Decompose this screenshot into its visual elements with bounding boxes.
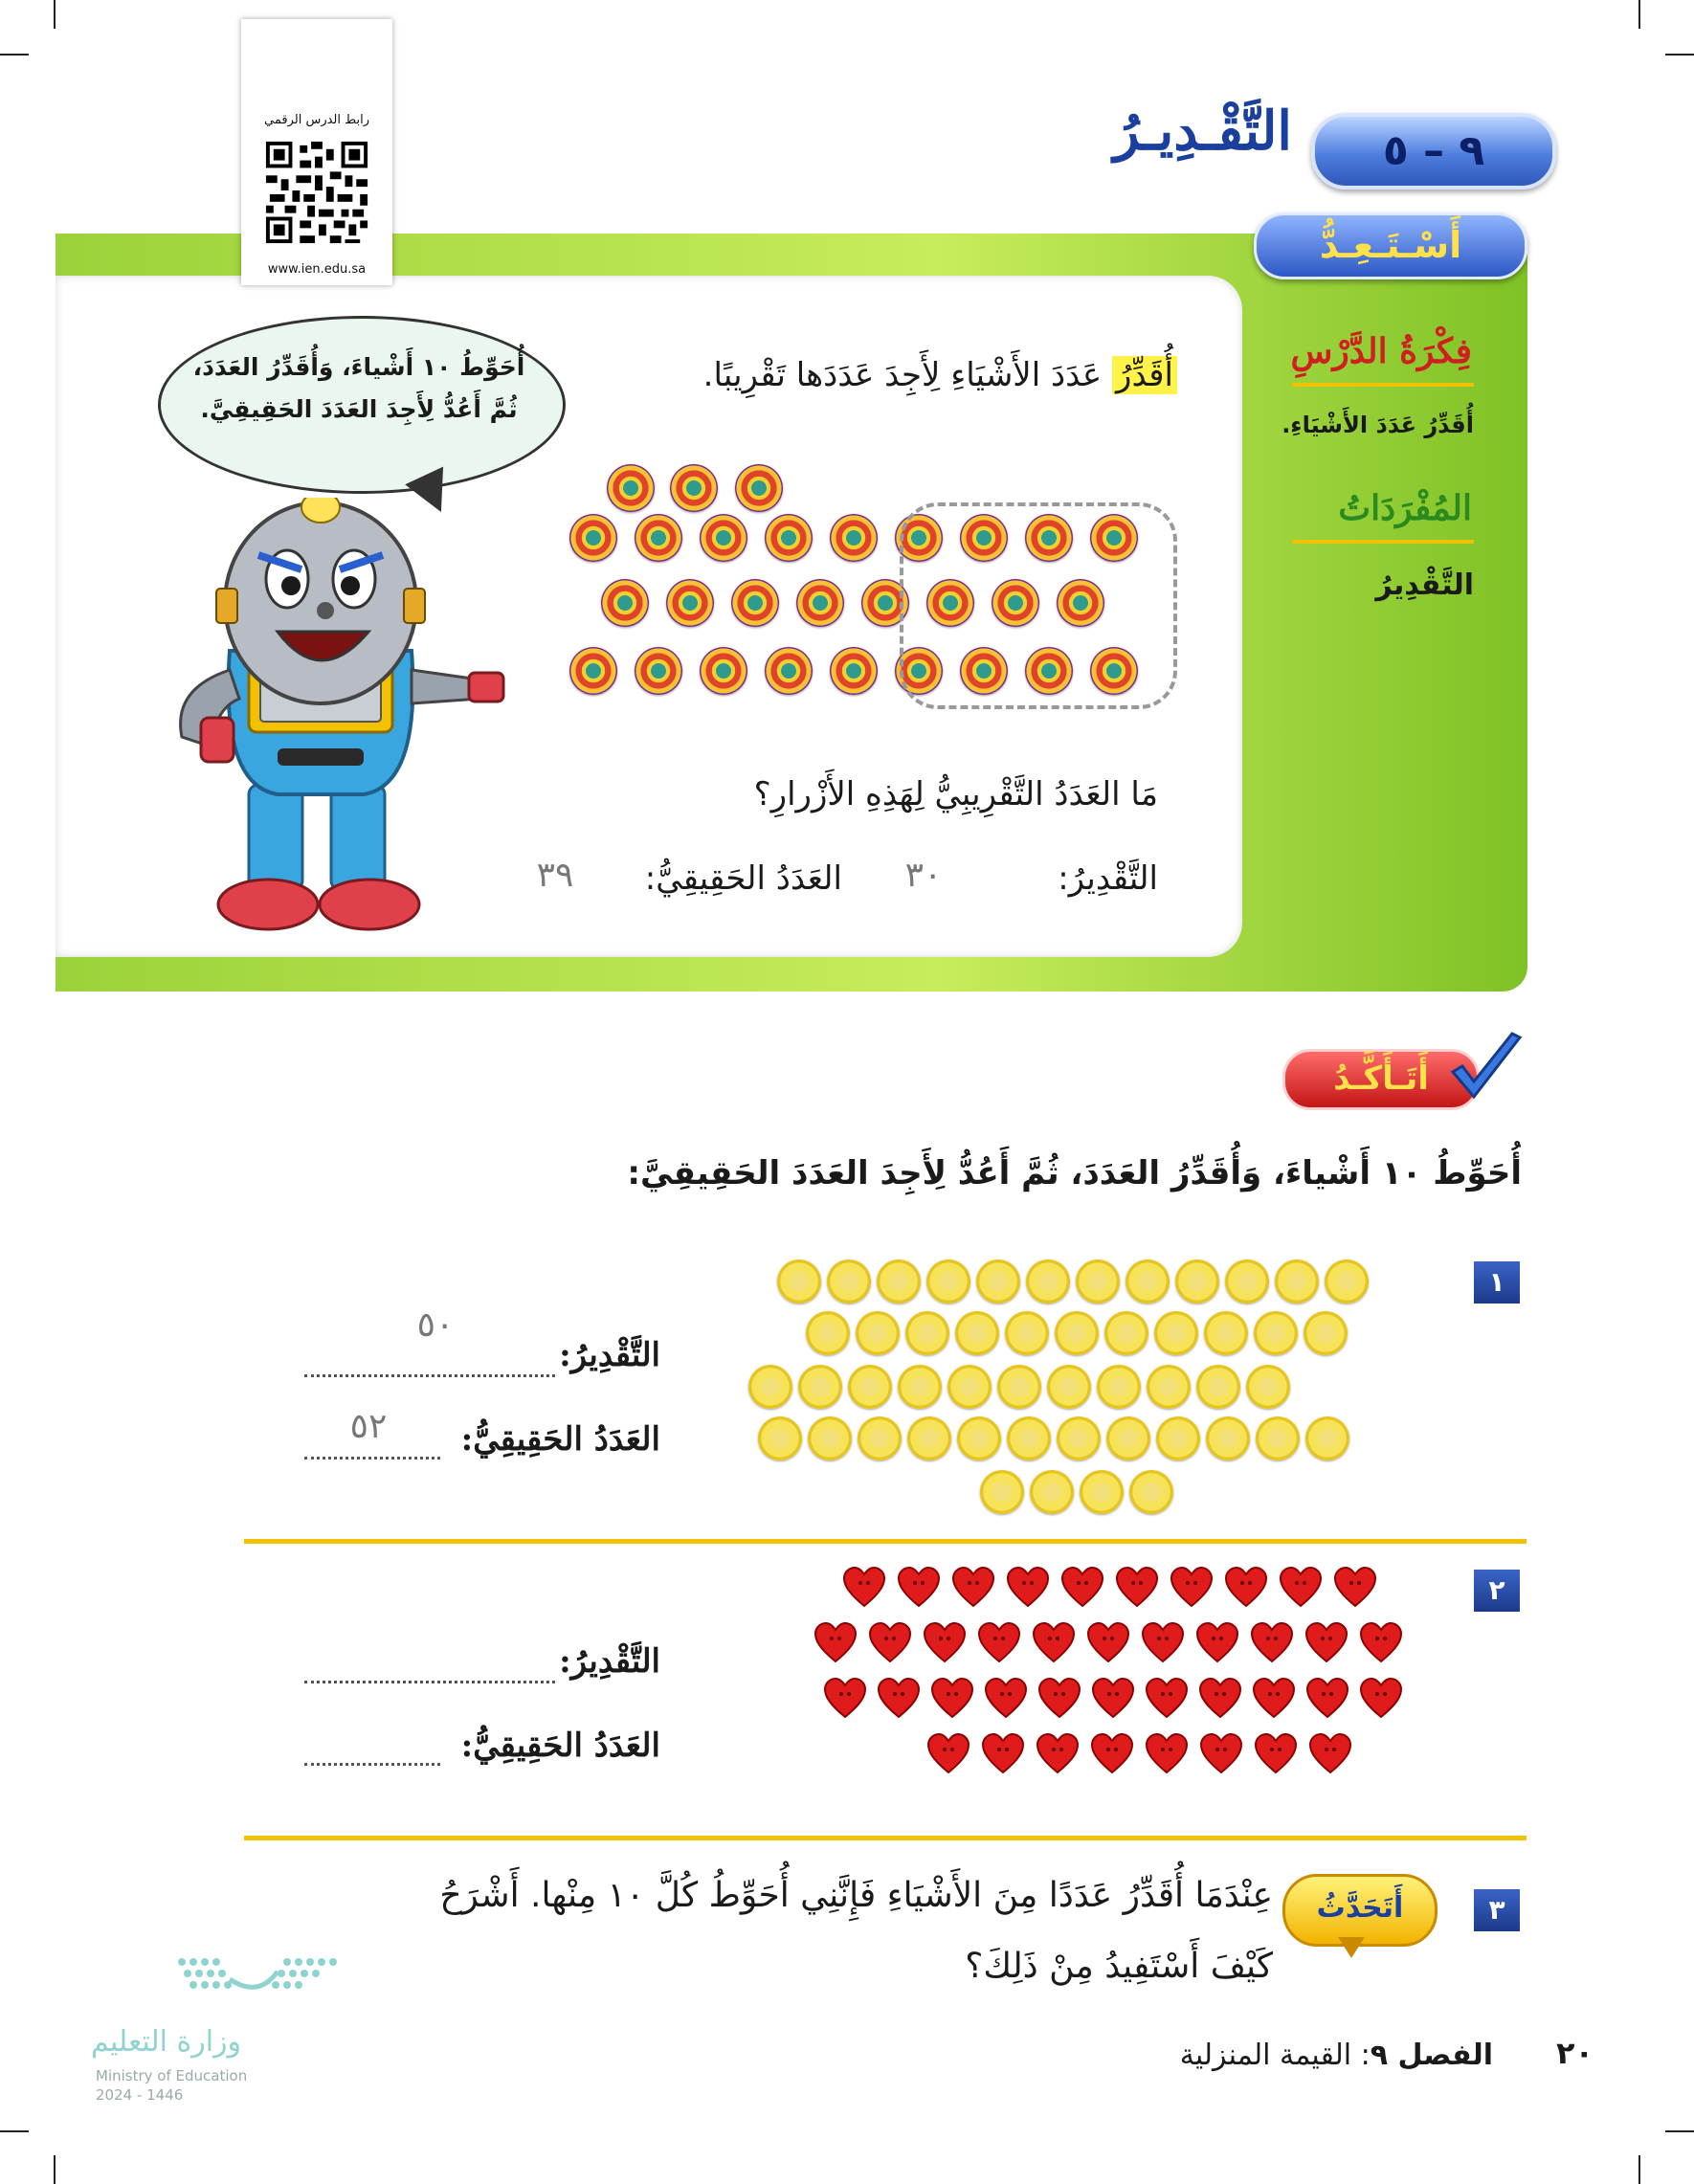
crop-mark <box>0 54 29 56</box>
checkmark-icon <box>1445 1030 1526 1110</box>
yellow-button-icon <box>1204 1311 1248 1355</box>
crop-mark <box>1665 54 1694 56</box>
vocab-underline <box>1292 540 1474 544</box>
intro-estimate-label: التَّقْدِيرُ: <box>1058 859 1158 898</box>
button-icon <box>765 514 813 562</box>
heart-icon <box>923 1621 967 1665</box>
exercise1-actual-label: العَدَدُ الحَقِيقِيُّ: <box>460 1420 660 1459</box>
ministry-name-ar: وزارة التعليم <box>91 2025 242 2059</box>
button-icon <box>700 647 747 695</box>
talk-badge-tail <box>1338 1937 1365 1958</box>
yellow-button-icon <box>1026 1259 1070 1304</box>
button-icon <box>796 579 844 627</box>
yellow-button-icon <box>1129 1470 1173 1514</box>
yellow-button-icon <box>1256 1416 1300 1460</box>
exercise3-line1: عِنْدَمَا أُقَدِّرُ عَدَدًا مِنَ الأَشْيَاءِ فَإِنَّنِي أُحَوِّطُ كُلَّ ١٠ مِنْها. أَشْرَحُ <box>439 1876 1273 1915</box>
check-badge <box>1282 1043 1522 1110</box>
yellow-button-icon <box>1246 1365 1290 1409</box>
yellow-button-icon <box>926 1259 970 1304</box>
qr-url[interactable]: www.ien.edu.sa <box>267 262 367 277</box>
heart-icon <box>1037 1677 1081 1721</box>
yellow-button-icon <box>947 1365 992 1409</box>
lesson-number-badge: ٩ – ٥ <box>1311 113 1556 189</box>
yellow-button-icon <box>1225 1259 1269 1304</box>
yellow-button-icon <box>1206 1416 1250 1460</box>
heart-icon <box>1250 1621 1294 1665</box>
yellow-button-icon <box>898 1365 942 1409</box>
crop-mark <box>54 2155 56 2184</box>
heart-icon <box>977 1621 1021 1665</box>
exercise2-actual-label: العَدَدُ الحَقِيقِيُّ: <box>460 1727 660 1765</box>
yellow-button-icon <box>877 1259 921 1304</box>
yellow-button-icon <box>1005 1311 1049 1355</box>
exercise2-estimate-line[interactable] <box>304 1681 555 1683</box>
qr-card[interactable] <box>241 19 392 285</box>
intro-estimate-value: ٣٠ <box>904 856 943 895</box>
yellow-button-icon <box>798 1365 842 1409</box>
yellow-button-icon <box>806 1311 850 1355</box>
separator <box>244 1539 1527 1544</box>
yellow-button-icon <box>997 1365 1041 1409</box>
intro-actual-value: ٣٩ <box>536 856 574 895</box>
yellow-button-icon <box>856 1311 900 1355</box>
heart-icon <box>1086 1621 1130 1665</box>
heart-icon <box>1036 1732 1080 1776</box>
button-icon <box>700 514 747 562</box>
intro-question: مَا العَدَدُ التَّقْرِيبِيُّ لِهَذِهِ الأَزْرارِ؟ <box>753 775 1158 813</box>
intro-highlight: أُقَدِّرُ <box>1112 356 1177 394</box>
yellow-button-icon <box>1106 1416 1150 1460</box>
heart-icon <box>1170 1566 1214 1610</box>
heart-icon <box>926 1732 970 1776</box>
exercise2-actual-line[interactable] <box>304 1763 440 1766</box>
yellow-button-icon <box>1156 1416 1200 1460</box>
yellow-button-icon <box>955 1311 999 1355</box>
exercise-number: ٢ <box>1474 1570 1520 1612</box>
heart-icon <box>814 1621 858 1665</box>
yellow-button-icon <box>1325 1259 1369 1304</box>
heart-icon <box>1252 1677 1296 1721</box>
yellow-button-icon <box>905 1311 949 1355</box>
separator <box>244 1836 1527 1840</box>
yellow-button-icon <box>957 1416 1001 1460</box>
yellow-button-icon <box>758 1416 802 1460</box>
yellow-button-icon <box>1254 1311 1298 1355</box>
heart-icon <box>1060 1566 1104 1610</box>
yellow-button-icon <box>1304 1311 1348 1355</box>
yellow-button-icon <box>848 1365 892 1409</box>
yellow-button-icon <box>980 1470 1024 1514</box>
heart-icon <box>1308 1732 1352 1776</box>
vocab-word: التَّقْدِيرُ <box>1375 568 1474 602</box>
heart-icon <box>1224 1566 1268 1610</box>
yellow-button-icon <box>1097 1365 1141 1409</box>
yellow-button-icon <box>1196 1365 1240 1409</box>
heart-icon <box>951 1566 995 1610</box>
yellow-button-icon <box>1057 1416 1101 1460</box>
exercise1-estimate-line <box>304 1374 555 1377</box>
heart-icon <box>1279 1566 1323 1610</box>
heart-icon <box>1359 1677 1403 1721</box>
lesson-title: التَّقْـدِيـرُ <box>1113 100 1292 163</box>
heart-icon <box>897 1566 941 1610</box>
crop-mark <box>54 0 56 29</box>
heart-icon <box>1359 1621 1403 1665</box>
button-icon <box>607 464 655 512</box>
button-icon <box>635 647 682 695</box>
page-number: ٢٠ <box>1555 2035 1594 2071</box>
exercise1-estimate-value[interactable]: ٥٠ <box>416 1305 455 1345</box>
exercise-number: ١ <box>1474 1261 1520 1304</box>
yellow-button-icon <box>976 1259 1020 1304</box>
button-icon <box>666 579 714 627</box>
yellow-button-icon <box>1007 1416 1051 1460</box>
heart-icon <box>1198 1677 1242 1721</box>
idea-text: أُقَدِّرُ عَدَدَ الأَشْيَاءِ. <box>1282 412 1474 438</box>
yellow-button-icon <box>1047 1365 1091 1409</box>
heart-icon <box>1141 1621 1185 1665</box>
yellow-button-icon <box>808 1416 852 1460</box>
intro-actual-label: العَدَدُ الحَقِيقِيُّ: <box>644 859 842 898</box>
button-icon <box>830 647 878 695</box>
circled-group-of-ten <box>900 502 1177 709</box>
qr-code-icon[interactable] <box>262 138 371 247</box>
exercise2-estimate-label: التَّقْدِيرُ: <box>559 1642 660 1681</box>
heart-icon <box>1254 1732 1298 1776</box>
yellow-button-icon <box>1055 1311 1099 1355</box>
idea-underline <box>1292 383 1474 387</box>
heart-icon <box>877 1677 921 1721</box>
heart-icon <box>1304 1621 1349 1665</box>
heart-icon <box>1006 1566 1050 1610</box>
heart-icon <box>1199 1732 1243 1776</box>
robot-mascot-icon <box>144 498 526 947</box>
heart-icon <box>868 1621 912 1665</box>
ministry-logo-icon <box>172 1950 345 1998</box>
crop-mark <box>1638 2155 1640 2184</box>
heart-icon <box>930 1677 974 1721</box>
crop-mark <box>1665 2130 1694 2132</box>
idea-heading: فِكْرَةُ الدَّرْسِ <box>1290 331 1472 371</box>
heart-icon <box>1333 1566 1377 1610</box>
prepare-badge: أَسْـتَـعِـدُّ <box>1254 212 1527 279</box>
heart-icon <box>984 1677 1028 1721</box>
bubble-line: أُحَوِّطُ ١٠ أَشْياءَ، وَأُقَدِّرُ العَدَدَ، <box>192 353 525 381</box>
yellow-button-icon <box>777 1259 821 1304</box>
footer-chapter-title: : القيمة المنزلية <box>1179 2039 1371 2072</box>
yellow-button-icon <box>1104 1311 1148 1355</box>
intro-rest: عَدَدَ الأَشْيَاءِ لِأَجِدَ عَدَدَها تَقْرِيبًا. <box>702 356 1113 394</box>
button-icon <box>765 647 813 695</box>
talk-badge: أَتَحَدَّثُ <box>1282 1874 1438 1947</box>
heart-icon <box>981 1732 1025 1776</box>
heart-icon <box>823 1677 867 1721</box>
heart-icon <box>1305 1677 1349 1721</box>
exercise3-line2: كَيْفَ أَسْتَفِيدُ مِنْ ذَلِكَ؟ <box>965 1947 1273 1986</box>
yellow-button-icon <box>1147 1365 1191 1409</box>
heart-icon <box>1091 1677 1135 1721</box>
ministry-year: 2024 - 1446 <box>96 2086 184 2104</box>
heart-icon <box>1032 1621 1076 1665</box>
exercise1-actual-line <box>304 1457 440 1460</box>
footer-chapter-number: الفصل ٩ <box>1370 2039 1493 2072</box>
heart-icon <box>1115 1566 1159 1610</box>
heart-icon <box>1090 1732 1134 1776</box>
heart-icon <box>842 1566 886 1610</box>
heart-icon <box>1195 1621 1239 1665</box>
check-instruction: أُحَوِّطُ ١٠ أَشْياءَ، وَأُقَدِّرُ العَدَدَ، ثُمَّ أَعُدُّ لِأَجِدَ العَدَدَ الحَقِيقِيَّ: <box>627 1154 1522 1192</box>
exercise-number: ٣ <box>1474 1889 1520 1931</box>
button-icon <box>830 514 878 562</box>
heart-icon <box>1145 1732 1189 1776</box>
footer-chapter <box>957 2039 1493 2072</box>
yellow-button-icon <box>1080 1470 1124 1514</box>
ministry-name-en: Ministry of Education <box>96 2067 248 2084</box>
button-icon <box>735 464 783 512</box>
bubble-line: ثُمَّ أَعُدُّ لِأَجِدَ العَدَدَ الحَقِيقِيَّ. <box>200 395 518 423</box>
yellow-button-icon <box>1126 1259 1170 1304</box>
crop-mark <box>1638 0 1640 29</box>
check-badge-label: أَتَـأَكَّـدُ <box>1282 1049 1480 1110</box>
exercise1-estimate-label: التَّقْدِيرُ: <box>559 1336 660 1374</box>
speech-bubble-text <box>177 346 541 431</box>
yellow-button-icon <box>1030 1470 1074 1514</box>
button-icon <box>731 579 779 627</box>
heart-icon <box>1145 1677 1189 1721</box>
button-icon <box>670 464 718 512</box>
button-icon <box>635 514 682 562</box>
qr-caption: رابط الدرس الرقمي <box>264 113 369 127</box>
yellow-button-icon <box>1305 1416 1349 1460</box>
yellow-button-icon <box>1275 1259 1319 1304</box>
crop-mark <box>0 2130 29 2132</box>
button-icon <box>601 579 649 627</box>
yellow-button-icon <box>1175 1259 1219 1304</box>
yellow-button-icon <box>748 1365 792 1409</box>
button-icon <box>569 514 617 562</box>
vocab-heading: المُفْرَدَاتُ <box>1338 488 1472 528</box>
yellow-button-icon <box>1076 1259 1120 1304</box>
yellow-button-icon <box>827 1259 871 1304</box>
exercise1-actual-value[interactable]: ٥٢ <box>349 1407 388 1446</box>
button-icon <box>569 647 617 695</box>
yellow-button-icon <box>907 1416 951 1460</box>
yellow-button-icon <box>858 1416 902 1460</box>
intro-sentence <box>574 356 1177 394</box>
yellow-button-icon <box>1154 1311 1198 1355</box>
